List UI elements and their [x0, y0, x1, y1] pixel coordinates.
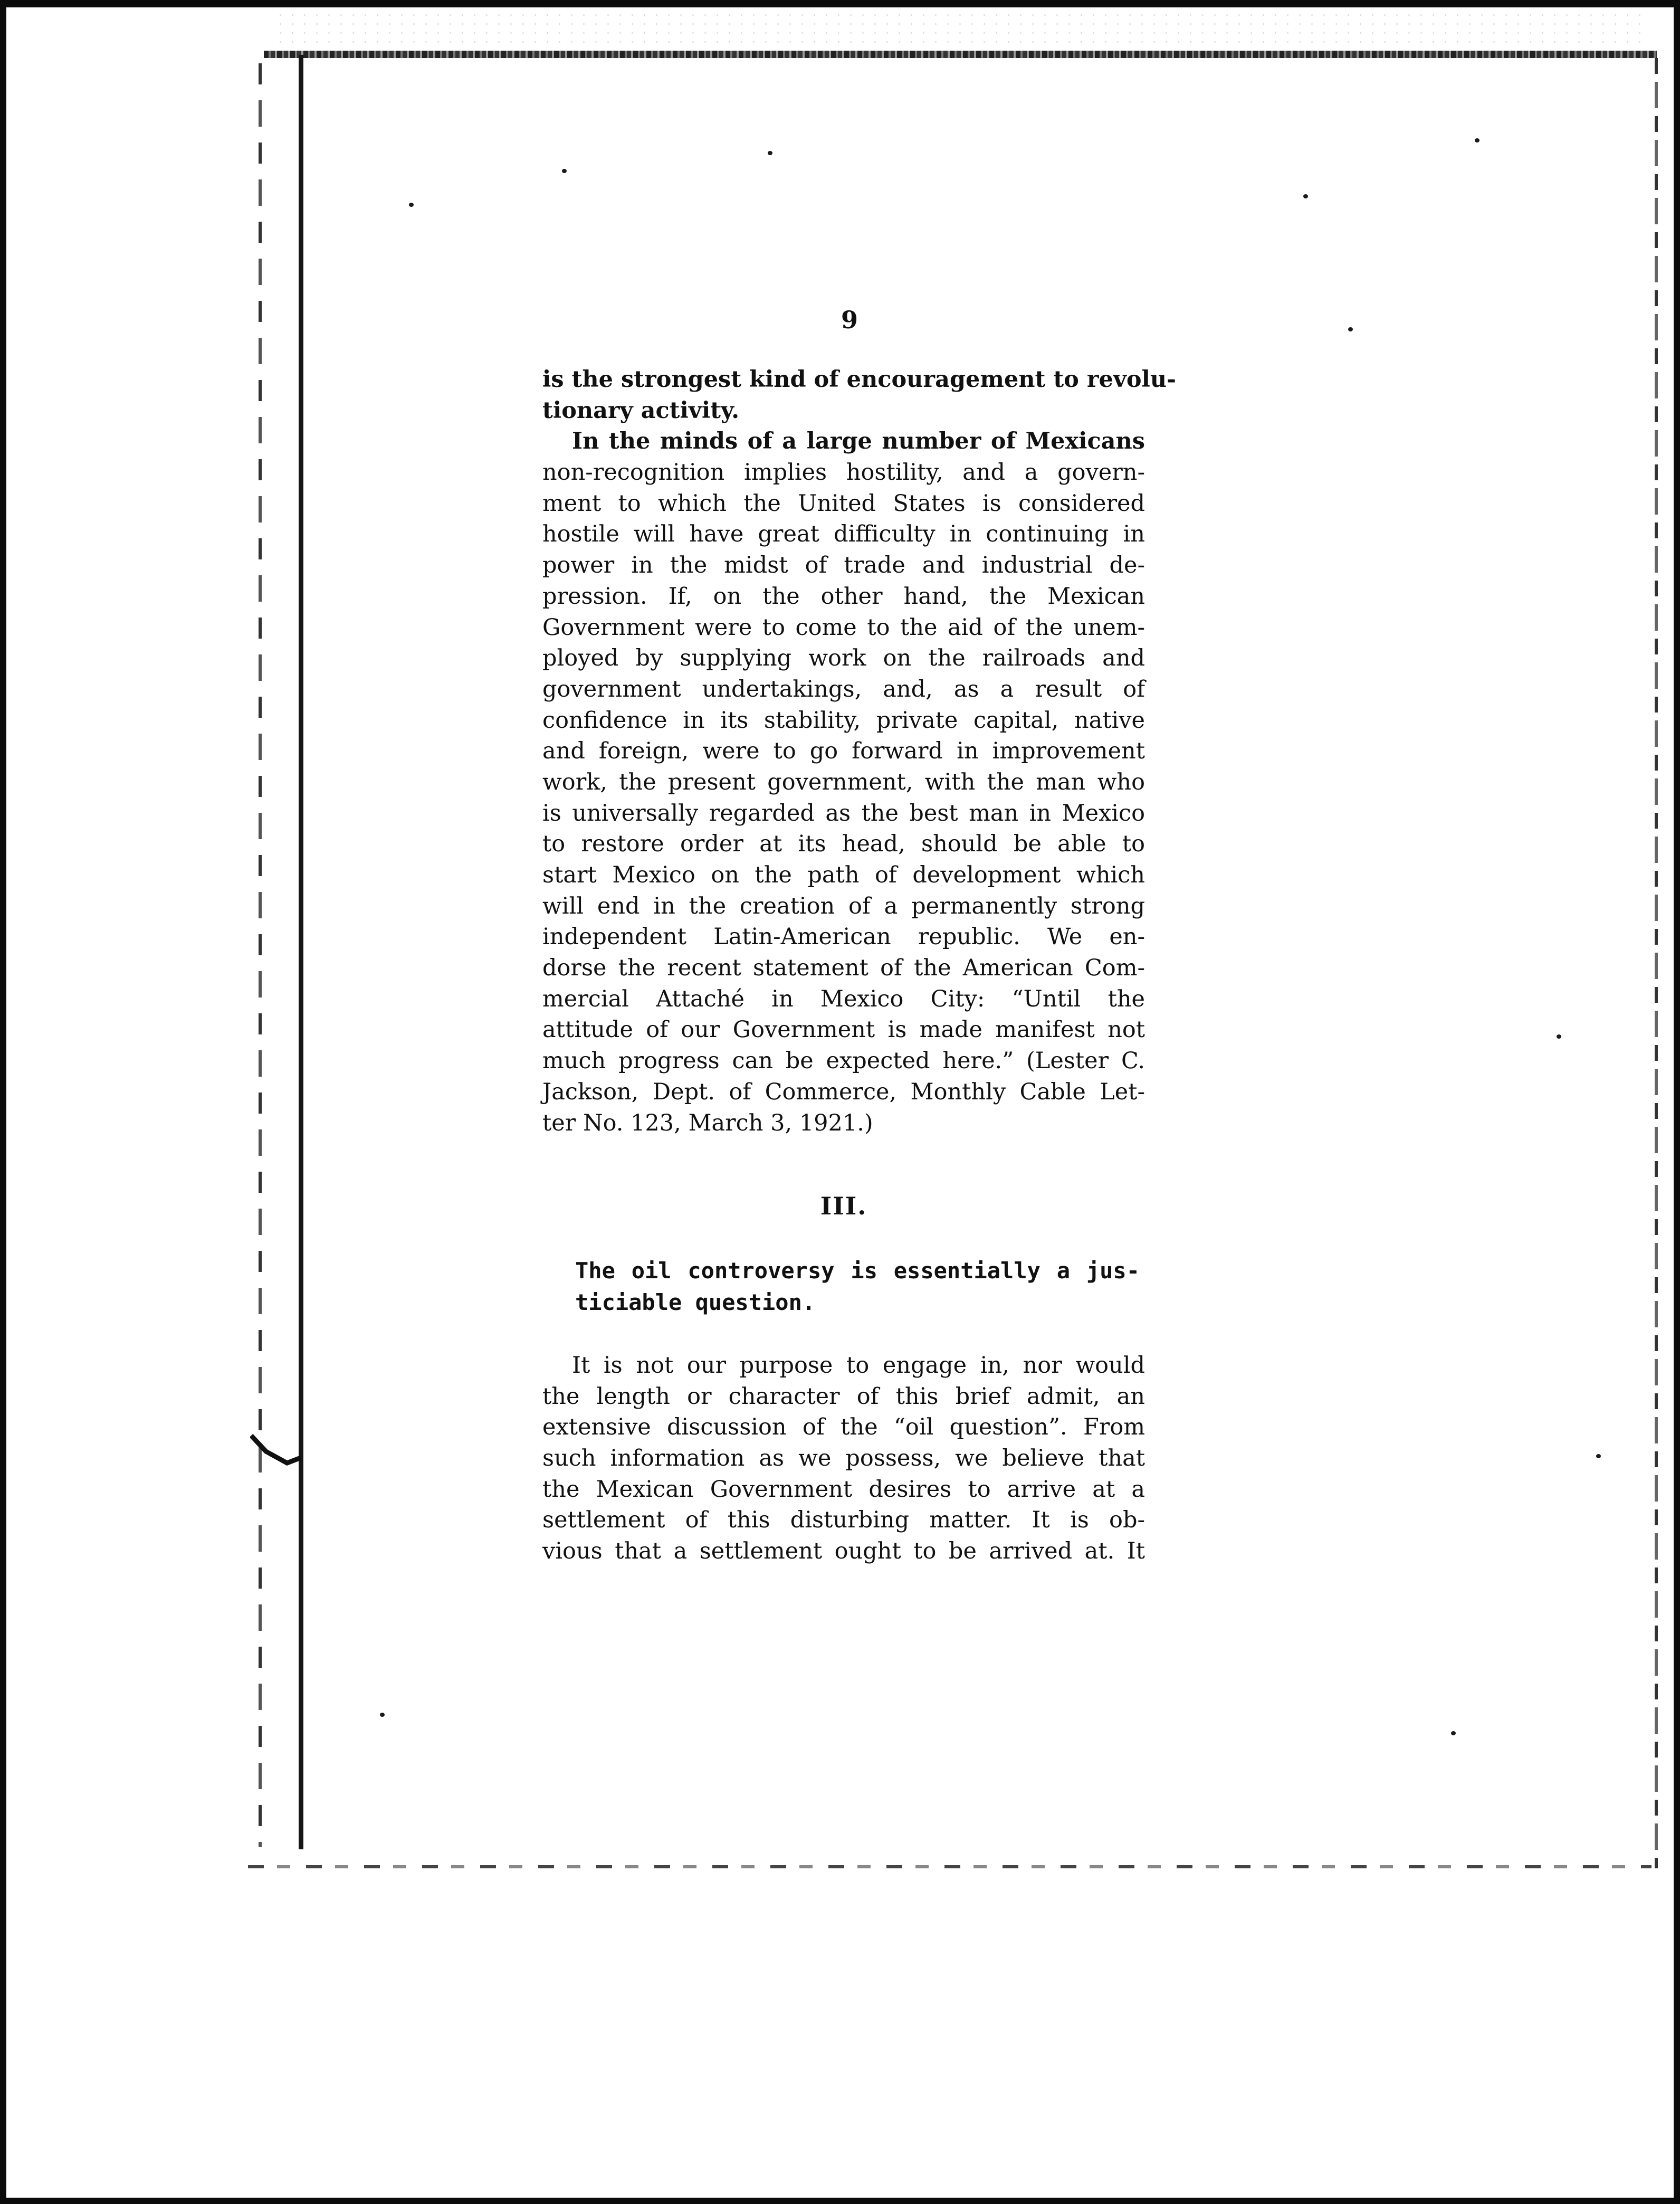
- paragraph-3: [542, 1350, 1145, 1567]
- scan-speck: [409, 203, 414, 207]
- text-line: In the minds of a large number of Mexicans: [572, 428, 1145, 455]
- text-line: Government were to come to the aid of the unem-: [542, 614, 1145, 641]
- scan-speck: [1451, 1731, 1456, 1735]
- text-line: power in the midst of trade and industrial de-: [542, 552, 1145, 579]
- text-line: ter No. 123, March 3, 1921.): [542, 1109, 873, 1136]
- paragraph-1: [542, 364, 1176, 426]
- page-number: 9: [841, 306, 858, 334]
- scan-speck: [1303, 194, 1308, 198]
- scan-speck: [380, 1713, 385, 1717]
- scan-speck: [1557, 1034, 1561, 1039]
- text-line: dorse the recent statement of the American Com-: [542, 955, 1145, 982]
- text-line: tionary activity.: [542, 397, 740, 424]
- binding-hook: [250, 1430, 303, 1472]
- text-line: the length or character of this brief admit, an: [542, 1383, 1145, 1410]
- text-line: the Mexican Government desires to arrive at a: [542, 1476, 1145, 1503]
- page-top-edge: [264, 51, 1657, 58]
- text-line: such information as we possess, we believe that: [542, 1445, 1145, 1472]
- text-line: is universally regarded as the best man in Mexico: [542, 800, 1145, 826]
- heading-line: ticiable question.: [575, 1289, 816, 1315]
- text-line: ployed by supplying work on the railroads and: [542, 645, 1145, 672]
- text-line: and foreign, were to go forward in improvement: [542, 738, 1145, 765]
- text-line: is the strongest kind of encouragement to revolu-: [542, 366, 1176, 393]
- text-line: start Mexico on the path of development which: [542, 862, 1145, 888]
- text-line: hostile will have great difficulty in continuing in: [542, 521, 1145, 548]
- binding-outer-edge: [259, 63, 262, 1847]
- section-heading: [575, 1255, 1140, 1318]
- text-line: settlement of this disturbing matter. It is ob-: [542, 1507, 1145, 1534]
- text-line: independent Latin-American republic. We en-: [542, 924, 1145, 951]
- scan-speck: [1348, 327, 1353, 331]
- scan-border-bottom: [0, 2198, 1680, 2204]
- scan-border-left: [0, 0, 6, 2204]
- text-line: to restore order at its head, should be able to: [542, 831, 1145, 858]
- text-line: vious that a settlement ought to be arrived at. It: [542, 1538, 1145, 1565]
- page-right-edge: [1655, 58, 1658, 1868]
- scan-noise: [274, 11, 1646, 48]
- text-line: attitude of our Government is made manifest not: [542, 1016, 1145, 1043]
- scan-speck: [1596, 1454, 1601, 1458]
- text-line: extensive discussion of the “oil question”. From: [542, 1414, 1145, 1441]
- text-line: government undertakings, and, as a result of: [542, 676, 1145, 702]
- text-line: pression. If, on the other hand, the Mexican: [542, 583, 1145, 610]
- text-line: mercial Attaché in Mexico City: “Until the: [542, 985, 1145, 1012]
- section-number: III.: [820, 1192, 867, 1220]
- scan-border-right: [1674, 0, 1680, 2204]
- scan-speck: [1475, 138, 1479, 142]
- heading-line: The oil controversy is essentially a jus-: [575, 1258, 1140, 1284]
- text-line: It is not our purpose to engage in, nor would: [572, 1352, 1145, 1379]
- text-line: much progress can be expected here.” (Lester C.: [542, 1048, 1145, 1075]
- text-line: will end in the creation of a permanently strong: [542, 892, 1145, 919]
- text-line: work, the present government, with the man who: [542, 768, 1145, 795]
- binding-line: [299, 55, 303, 1849]
- body-text: [542, 364, 1176, 1138]
- text-line: Jackson, Dept. of Commerce, Monthly Cable Let-: [542, 1078, 1145, 1105]
- scan-speck: [562, 169, 567, 173]
- scan-border-top: [0, 0, 1680, 7]
- paragraph-2: [542, 426, 1145, 1138]
- text-line: non-recognition implies hostility, and a govern-: [542, 459, 1145, 486]
- scan-speck: [768, 151, 772, 155]
- text-line: confidence in its stability, private capital, native: [542, 707, 1145, 734]
- text-line: ment to which the United States is considered: [542, 490, 1145, 517]
- page-bottom-edge: [248, 1865, 1652, 1868]
